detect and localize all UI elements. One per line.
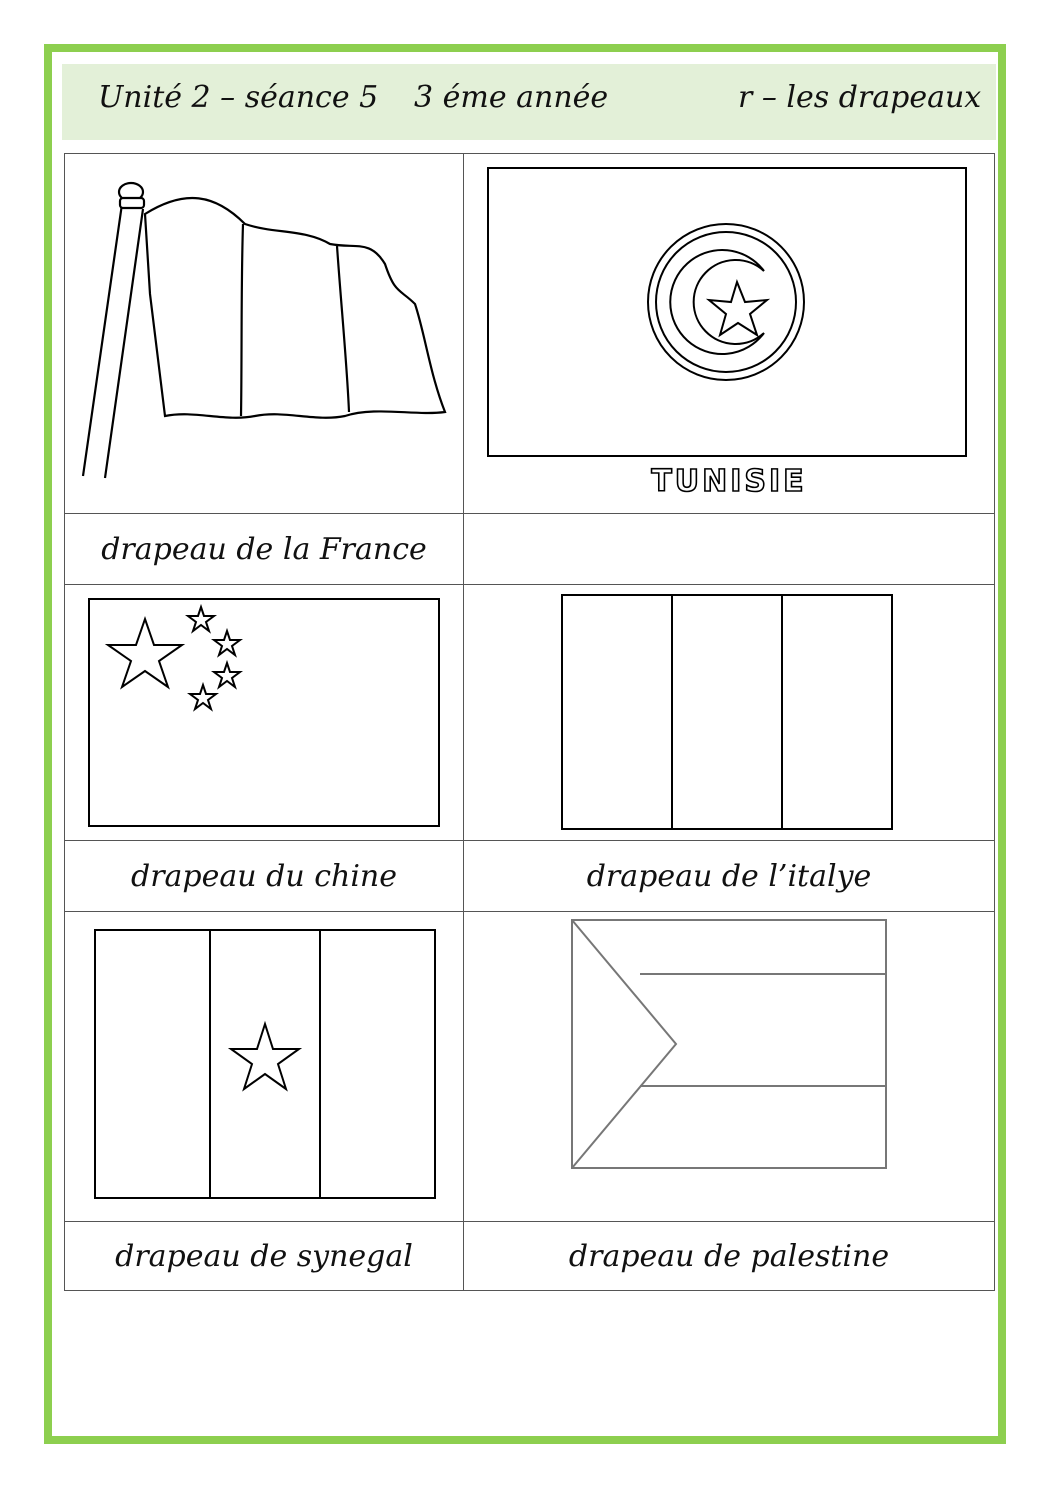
topic-label: r – les drapeaux <box>738 80 982 115</box>
china-flag-icon <box>65 585 465 842</box>
france-flag-cell <box>64 153 464 514</box>
france-caption-cell <box>64 513 464 585</box>
italy-caption: drapeau de l’italye <box>586 858 872 894</box>
unit-label: Unité 2 – séance 5 <box>98 80 379 115</box>
worksheet-header <box>62 64 996 140</box>
tunisia-flag-cell <box>463 153 995 514</box>
level-label: 3 éme année <box>414 80 609 115</box>
china-caption: drapeau du chine <box>131 858 397 894</box>
senegal-caption: drapeau de synegal <box>115 1238 413 1274</box>
senegal-flag-cell <box>64 911 464 1222</box>
flags-table <box>64 153 995 1291</box>
tunisia-flag-icon <box>464 154 996 515</box>
palestine-caption-cell <box>463 1221 995 1291</box>
china-caption-cell <box>64 840 464 912</box>
tunisia-flag-text: TUNISIE <box>651 464 807 499</box>
italy-flag-icon <box>464 585 996 842</box>
senegal-flag-icon <box>65 912 465 1223</box>
china-flag-cell <box>64 584 464 841</box>
palestine-flag-icon <box>464 912 996 1223</box>
france-caption: drapeau de la France <box>101 531 427 567</box>
italy-flag-cell <box>463 584 995 841</box>
palestine-flag-cell <box>463 911 995 1222</box>
waving-flag-icon <box>65 154 465 515</box>
palestine-caption: drapeau de palestine <box>568 1238 890 1274</box>
tunisia-caption-cell <box>463 513 995 585</box>
italy-caption-cell <box>463 840 995 912</box>
senegal-caption-cell <box>64 1221 464 1291</box>
